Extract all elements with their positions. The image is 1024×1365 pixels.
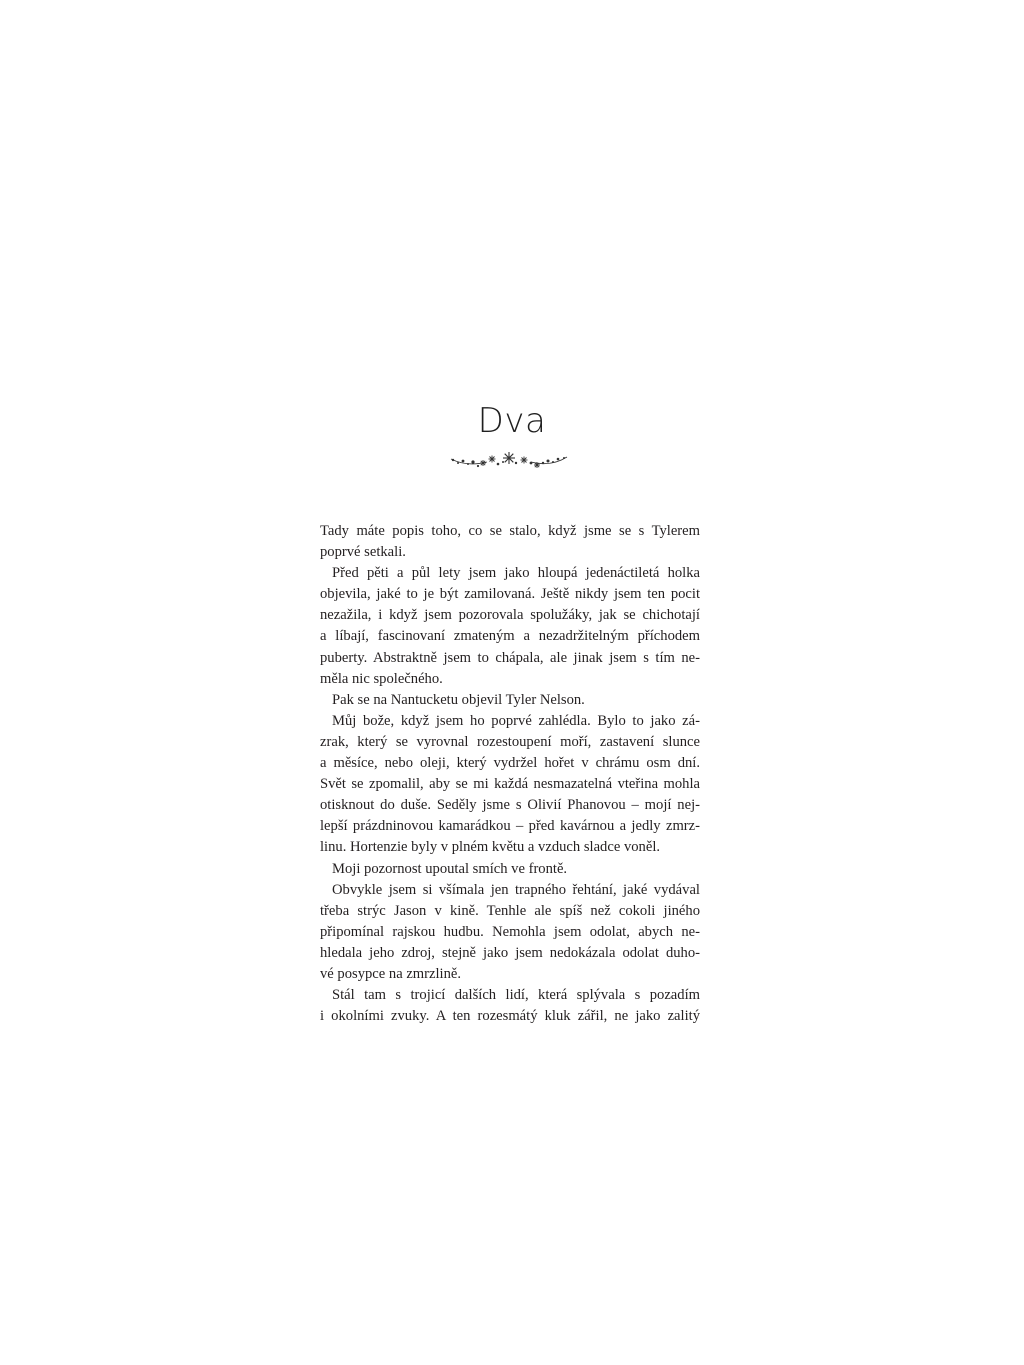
text-line: měla nic společného. <box>320 670 443 687</box>
text-line: objevila, jaké to je být zamilovaná. Ještě nikdy jsem ten pocit <box>320 586 700 603</box>
text-line: Před pěti a půl lety jsem jako hloupá jedenáctiletá holka <box>332 565 700 582</box>
text-line: linu. Hortenzie byly v plném květu a vzduch sladce voněl. <box>320 839 661 856</box>
text-line: Svět se zpomalil, aby se mi každá nesmazatelná vteřina mohla <box>320 776 700 793</box>
text-line: otisknout do duše. Seděly jsme s Olivií Phanovou – mojí nej- <box>320 797 700 814</box>
text-line: i okolními zvuky. A ten rozesmátý kluk zářil, ne jako zalitý <box>320 1008 700 1025</box>
text-line: lepší prázdninovou kamarádkou – před kavárnou a jedly zmrz- <box>320 818 700 835</box>
text-line: vé posypce na zmrzlině. <box>320 965 462 982</box>
text-line: puberty. Abstraktně jsem to chápala, ale jinak jsem s tím ne- <box>320 649 700 666</box>
text-line: zrak, který se vyrovnal rozestoupení moří, zastavení slunce <box>320 733 700 750</box>
text-line: Tady máte popis toho, co se stalo, když jsme se s Tylerem <box>320 523 700 539</box>
text-line: Obvykle jsem si všímala jen trapného řehtání, jaké vydával <box>332 881 700 898</box>
text-line: připomínal rajskou hudbu. Nemohla jsem odolat, abych ne- <box>320 923 700 940</box>
text-line: Pak se na Nantucketu objevil Tyler Nelson. <box>332 691 585 708</box>
text-line: Můj bože, když jsem ho poprvé zahlédla. Bylo to jako zá- <box>332 712 700 729</box>
chapter-title: Dva <box>477 401 547 441</box>
text-line: Stál tam s trojicí dalších lidí, která splývala s pozadím <box>332 987 700 1004</box>
text-line: třeba strýc Jason v kině. Tenhle ale spíš než cokoli jiného <box>320 902 700 919</box>
text-line: nezažila, i když jsem pozorovala spolužáky, jak se chichotají <box>320 607 700 624</box>
snowflake-swirl-ornament-icon <box>447 449 571 473</box>
chapter-body <box>320 521 700 1027</box>
text-line: hledala jeho zdroj, stejně jako jsem nedokázala odolat duho- <box>320 944 700 961</box>
text-line: Moji pozornost upoutal smích ve frontě. <box>332 860 568 877</box>
text-line: a měsíce, nebo oleji, který vydržel hořet v chrámu osm dní. <box>320 755 700 772</box>
text-line: poprvé setkali. <box>320 544 406 561</box>
text-line: a líbají, fascinovaní zmateným a nezadržitelným příchodem <box>320 628 700 645</box>
